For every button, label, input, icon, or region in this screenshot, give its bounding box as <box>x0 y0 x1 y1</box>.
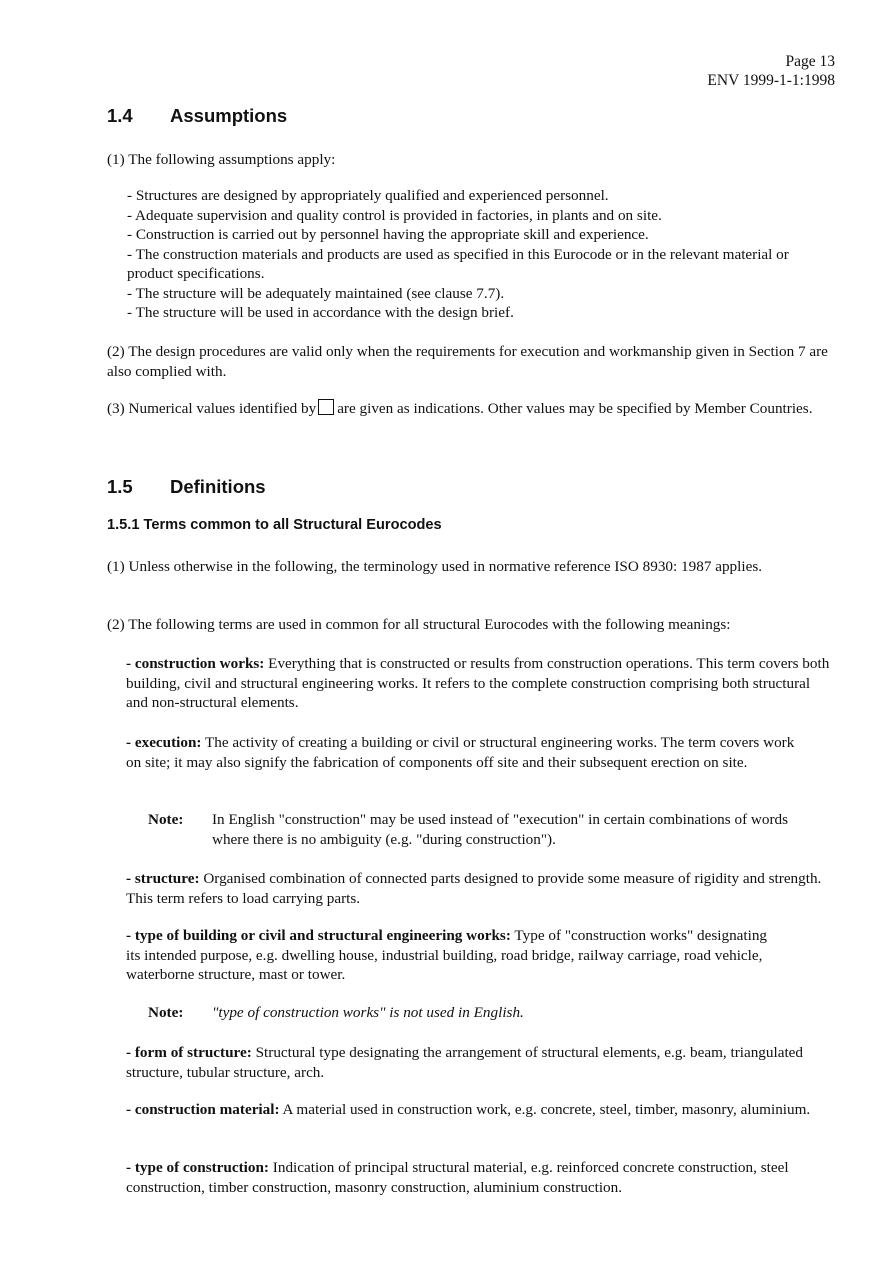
list-item: - The construction materials and products are used as specified in this Eurocode or in the relevant material or product specifications. <box>127 245 789 282</box>
note-type-of-works <box>148 1003 828 1023</box>
definition-type-of-construction <box>126 1158 834 1197</box>
list-item: - Adequate supervision and quality control is provided in factories, in plants and on site. <box>127 206 662 224</box>
definition-term: - construction material: <box>126 1101 280 1118</box>
note-label: Note: <box>148 1004 184 1021</box>
definition-text: Structural type designating the arrangement of structural elements, e.g. beam, triangulated structure, tubular structure, arch. <box>126 1044 804 1081</box>
subsection-heading: 1.5.1 Terms common to all Structural Eurocodes <box>107 517 442 533</box>
definition-term: - type of construction: <box>126 1159 269 1176</box>
list-item: - The structure will be used in accordance with the design brief. <box>127 304 514 321</box>
section-number: 1.5 <box>107 476 133 497</box>
note-text: In English "construction" may be used instead of "execution" in certain combinations of words where there is no ambiguity (e.g. "during construction"). <box>212 811 789 848</box>
standard-reference: ENV 1999-1-1:1998 <box>707 72 835 89</box>
definition-execution <box>126 733 811 772</box>
paragraph-text: (3) Numerical values identified by <box>107 400 317 417</box>
definition-term: - structure: <box>126 870 200 887</box>
definition-text: Organised combination of connected parts designed to provide some measure of rigidity and strength. This term refers to load carrying parts. <box>126 870 822 907</box>
page-header <box>707 52 835 90</box>
assumptions-intro: (1) The following assumptions apply: <box>107 151 336 168</box>
assumptions-paragraph-2: (2) The design procedures are valid only when the requirements for execution and workmanship given in Section 7 are also complied with. <box>107 343 828 380</box>
definitions-paragraph-1: (1) Unless otherwise in the following, the terminology used in normative reference ISO 8930: 1987 applies. <box>107 558 763 575</box>
page-number: Page 13 <box>785 53 835 70</box>
definition-construction-works <box>126 654 834 713</box>
note-label: Note: <box>148 811 184 828</box>
definition-text: Everything that is constructed or results from construction operations. This term covers both building, civil and structural engineering works. It refers to the complete construction comprising both structural and non-structural elements. <box>126 655 830 712</box>
definition-text: The activity of creating a building or civil or structural engineering works. The term covers work on site; it may also signify the fabrication of components off site and their subsequent erection on site. <box>126 734 795 771</box>
note-execution <box>148 810 828 849</box>
indication-box-icon <box>318 399 334 415</box>
definition-construction-material <box>126 1100 834 1120</box>
assumptions-paragraph-3 <box>107 399 835 419</box>
definition-structure <box>126 869 834 908</box>
definitions-paragraph-2: (2) The following terms are used in common for all structural Eurocodes with the following meanings: <box>107 616 731 633</box>
definition-term: - form of structure: <box>126 1044 252 1061</box>
definition-text: Indication of principal structural material, e.g. reinforced concrete construction, steel construction, timber construction, masonry construction, aluminium construction. <box>126 1159 789 1196</box>
paragraph-text: are given as indications. Other values may be specified by Member Countries. <box>337 400 813 417</box>
section-heading-assumptions <box>107 105 287 127</box>
definition-term: - execution: <box>126 734 202 751</box>
list-item: - Construction is carried out by personnel having the appropriate skill and experience. <box>127 226 649 243</box>
definition-text: A material used in construction work, e.g. concrete, steel, timber, masonry, aluminium. <box>279 1101 811 1118</box>
note-text: "type of construction works" is not used in English. <box>212 1004 524 1021</box>
section-title: Assumptions <box>170 105 288 126</box>
definition-text: Type of "construction works" designating its intended purpose, e.g. dwelling house, industrial building, road bridge, railway carriage, road vehicle, waterborne structure, mast or tower. <box>126 927 768 984</box>
list-item: - The structure will be adequately maintained (see clause 7.7). <box>127 284 505 302</box>
definition-form-of-structure <box>126 1043 834 1082</box>
list-item: - Structures are designed by appropriately qualified and experienced personnel. <box>127 187 609 204</box>
definition-type-of-works <box>126 926 776 985</box>
definition-term: - type of building or civil and structural engineering works: <box>126 927 511 944</box>
section-number: 1.4 <box>107 105 133 126</box>
assumptions-list <box>127 186 837 323</box>
definition-term: - construction works: <box>126 655 265 672</box>
section-title: Definitions <box>170 476 266 497</box>
section-heading-definitions <box>107 476 266 498</box>
